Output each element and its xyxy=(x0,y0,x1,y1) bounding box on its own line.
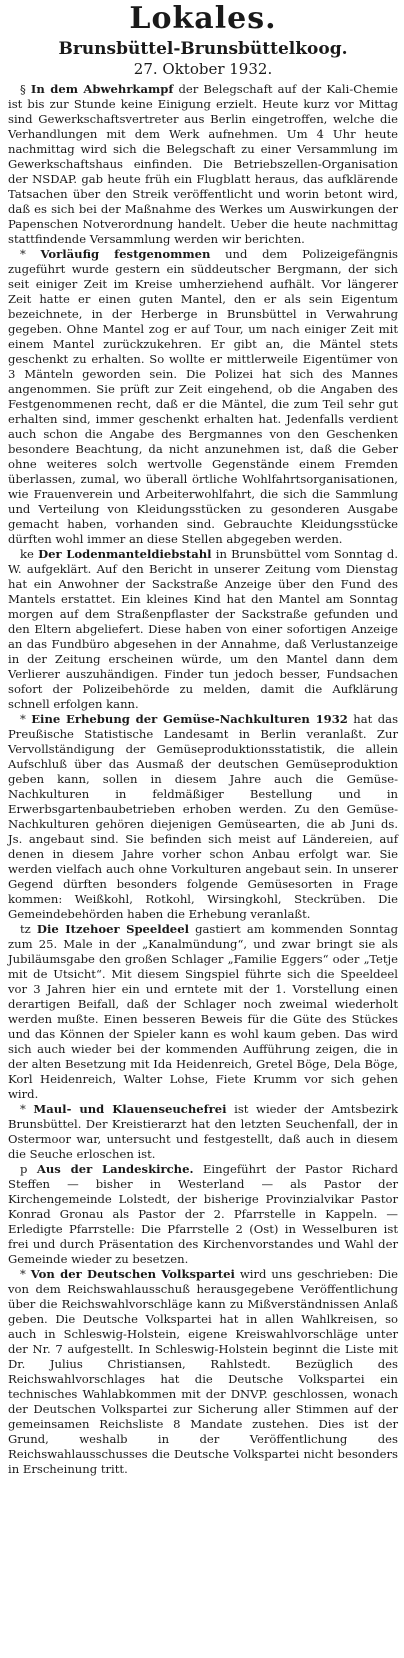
article-head: Aus der Landeskirche. xyxy=(36,1162,194,1176)
article-head: Von der Deutschen Volkspartei xyxy=(30,1267,235,1281)
article-head: Maul- und Klauenseuchefrei xyxy=(33,1102,227,1116)
article-seuche xyxy=(8,1102,398,1162)
article-abwehrkampf xyxy=(8,82,398,247)
article-text: hat das Preußische Statistische Landesamt in Berlin veranlaßt. Zur Vervollständigung der Gemüseproduktionsstatistik, die allein Aufschluß über das Ausmaß der deutschen Gemüseproduktion geben kann, sollen in diesem Jahre auch die Gemüse-Nachkulturen in feldmäßiger Bestellung und in Erwerbsgartenbaubetrieben erhoben werden. Zu den Gemüse-Nachkulturen gehören diejenigen Gemüsearten, die ab Juni ds. Js. angebaut sind. Sie befinden sich meist auf Ländereien, auf denen in diesem Jahre vorher schon Anbau erfolgt war. Sie werden vielfach auch ohne Vorkulturen angebaut sein. In unserer Gegend dürften besonders folgende Gemüsesorten in Frage kommen: Weißkohl, Rotkohl, Wirsingkohl, Steckrüben. Die Gemeindebehörden haben die Erhebung veranlaßt. xyxy=(8,712,399,921)
article-head: Der Lodenmanteldiebstahl xyxy=(38,547,212,561)
article-head: In dem Abwehrkampf xyxy=(30,82,174,96)
article-lead: * xyxy=(20,712,26,726)
article-speeldeel xyxy=(8,922,398,1102)
article-volkspartei xyxy=(8,1267,398,1477)
newspaper-page xyxy=(0,2,404,1658)
article-text: gastiert am kommenden Sonntag zum 25. Male in der „Kanalmündung“, und zwar bringt sie als Jubiläumsgabe den großen Schlager „Familie Eggers“ oder „Tetje mit de Utsicht“. Mit diesem Singspiel führte sich die Speeldeel vor 3 Jahren hier ein und erntete mit der 1. Vorstellung einen derartigen Beifall, daß der Schlager noch zweimal wiederholt werden mußte. Einen besseren Beweis für die Güte des Stückes und das Können der Spieler kann es wohl kaum geben. Das wird sich auch wieder bei der kommenden Aufführung zeigen, die in der alten Besetzung mit Ida Heidenreich, Gretel Böge, Dela Böge, Korl Heidenreich, Walter Lohse, Fiete Krumm vor sich gehen wird. xyxy=(8,922,398,1101)
article-text: und dem Polizeigefängnis zugeführt wurde gestern ein süddeutscher Bergmann, der sich seit einiger Zeit im Kreise umherziehend aufhält. Vor längerer Zeit hatte er einen guten Mantel, den er als sein Eigentum bezeichnete, in der Herberge in Brunsbüttel in Verwahrung gegeben. Ohne Mantel zog er auf Tour, um nach einiger Zeit mit einem Mantel zurückzukehren. Er gibt an, die Mäntel stets geschenkt zu erhalten. So wollte er mittlerweile Eigentümer von 3 Mänteln geworden sein. Die Polizei hat sich des Mannes angenommen. Sie prüft zur Zeit eingehend, ob die Angaben des Festgenommenen recht, daß er die Mäntel, die zum Teil sehr gut erhalten sind, immer geschenkt erhalten hat. Jedenfalls verdient auch schon die Angabe des Bergmannes von den Geschenken besondere Beachtung, da nicht anzunehmen ist, daß die Geber ohne weiteres solch wertvolle Gegenstände einem Fremden überlassen, zumal, wo überall örtliche Wohlfahrtsorganisationen, wie Frauenverein und Arbeiterwohlfahrt, die sich die Sammlung und Verteilung von Kleidungsstücken zu gesonderen Ausgabe gemacht haben, vorhanden sind. Gebrauchte Kleidungsstücke dürften wohl immer an diese Stellen abgegeben werden. xyxy=(8,247,398,546)
article-lead: ke xyxy=(20,547,34,561)
article-lead: * xyxy=(20,247,26,261)
article-lead: * xyxy=(20,1267,26,1281)
article-head: Die Itzehoer Speeldeel xyxy=(36,922,189,936)
article-landeskirche xyxy=(8,1162,398,1267)
place-subtitle: Brunsbüttel-Brunsbüttelkoog. xyxy=(58,39,348,59)
article-text: der Belegschaft auf der Kali-Chemie ist bis zur Stunde keine Einigung erzielt. Heute kurz vor Mittag sind Gewerkschaftsvertreter aus Berlin eingetroffen, welche die Verhandlungen mit dem Werk aufnehmen. Um 4 Uhr heute nachmittag wird sich die Belegschaft zu einer Versammlung im Gewerkschaftshaus einfinden. Die Betriebszellen-Organisation der NSDAP. gab heute früh ein Flugblatt heraus, das aufklärende Tatsachen über den Streik veröffentlicht und worin betont wird, daß es sich bei der Maßnahme des Werkes um Auswirkungen der Papenschen Notverordnung handelt. Ueber die heute nachmittag stattfindende Versammlung werden wir berichten. xyxy=(8,82,398,246)
article-head: Vorläufig festgenommen xyxy=(40,247,211,261)
article-lead: § xyxy=(20,82,26,96)
article-festgenommen xyxy=(8,247,398,547)
section-title: Lokales. xyxy=(129,1,277,36)
article-text: wird uns geschrieben: Die von dem Reichswahlausschuß herausgegebene Veröffentlichung über die Reichswahlvorschläge kann zu Mißverständnissen Anlaß geben. Die Deutsche Volkspartei hat in allen Wahlkreisen, so auch in Schleswig-Holstein, eigene Kreiswahlvorschläge unter der Nr. 7 aufgestellt. In Schleswig-Holstein beginnt die Liste mit Dr. Julius Christiansen, Rahlstedt. Bezüglich des Reichswahlvorschlages hat die Deutsche Volkspartei ein technisches Wahlabkommen mit der DNVP. geschlossen, wonach der Deutschen Volkspartei zur Sicherung aller Stimmen auf der gemeinsamen Reichsliste 8 Mandate zustehen. Dies ist der Grund, weshalb in der Veröffentlichung des Reichswahlausschusses die Deutsche Volkspartei nicht besonders in Erscheinung tritt. xyxy=(8,1267,398,1476)
masthead xyxy=(8,2,398,79)
dateline: 27. Oktober 1932. xyxy=(133,60,273,78)
article-lodenmantel xyxy=(8,547,398,712)
article-text: Eingeführt der Pastor Richard Steffen — bisher in Westerland — als Pastor der Kirchengemeinde Lolstedt, der bisherige Provinzialvikar Pastor Konrad Gronau als Pastor der 2. Pfarrstelle in Kappeln. — Erledigte Pfarrstelle: Die Pfarrstelle 2 (Ost) in Wesselburen ist frei und durch Präsentation des Kirchenvorstandes und Wahl der Gemeinde wieder zu besetzen. xyxy=(8,1162,399,1266)
article-lead: tz xyxy=(20,922,31,936)
article-gemuese xyxy=(8,712,398,922)
article-lead: * xyxy=(20,1102,26,1116)
article-column xyxy=(8,82,398,1477)
article-head: Eine Erhebung der Gemüse-Nachkulturen 1932 xyxy=(31,712,348,726)
article-text: ist wieder der Amtsbezirk Brunsbüttel. Der Kreistierarzt hat den letzten Seuchenfall, der in Ostermoor war, untersucht und festgestellt, daß auch in diesem die Seuche erloschen ist. xyxy=(8,1102,398,1161)
article-lead: p xyxy=(20,1162,28,1176)
article-text: in Brunsbüttel vom Sonntag d. W. aufgeklärt. Auf den Bericht in unserer Zeitung vom Dienstag hat ein Anwohner der Sackstraße Anzeige über den Fund des Mantels erstattet. Ein kleines Kind hat den Mantel am Sonntag morgen auf dem Straßenpflaster der Sackstraße gefunden und den Eltern abgeliefert. Diese haben von einer sofortigen Anzeige an das Fundbüro abgesehen in der Annahme, daß Verlustanzeige in der Zeitung erscheinen würde, um den Mantel dann dem Verlierer auszuhändigen. Finder tun jedoch besser, Fundsachen sofort der Polizeibehörde zu melden, damit die Aufklärung schnell erfolgen kann. xyxy=(8,547,399,711)
